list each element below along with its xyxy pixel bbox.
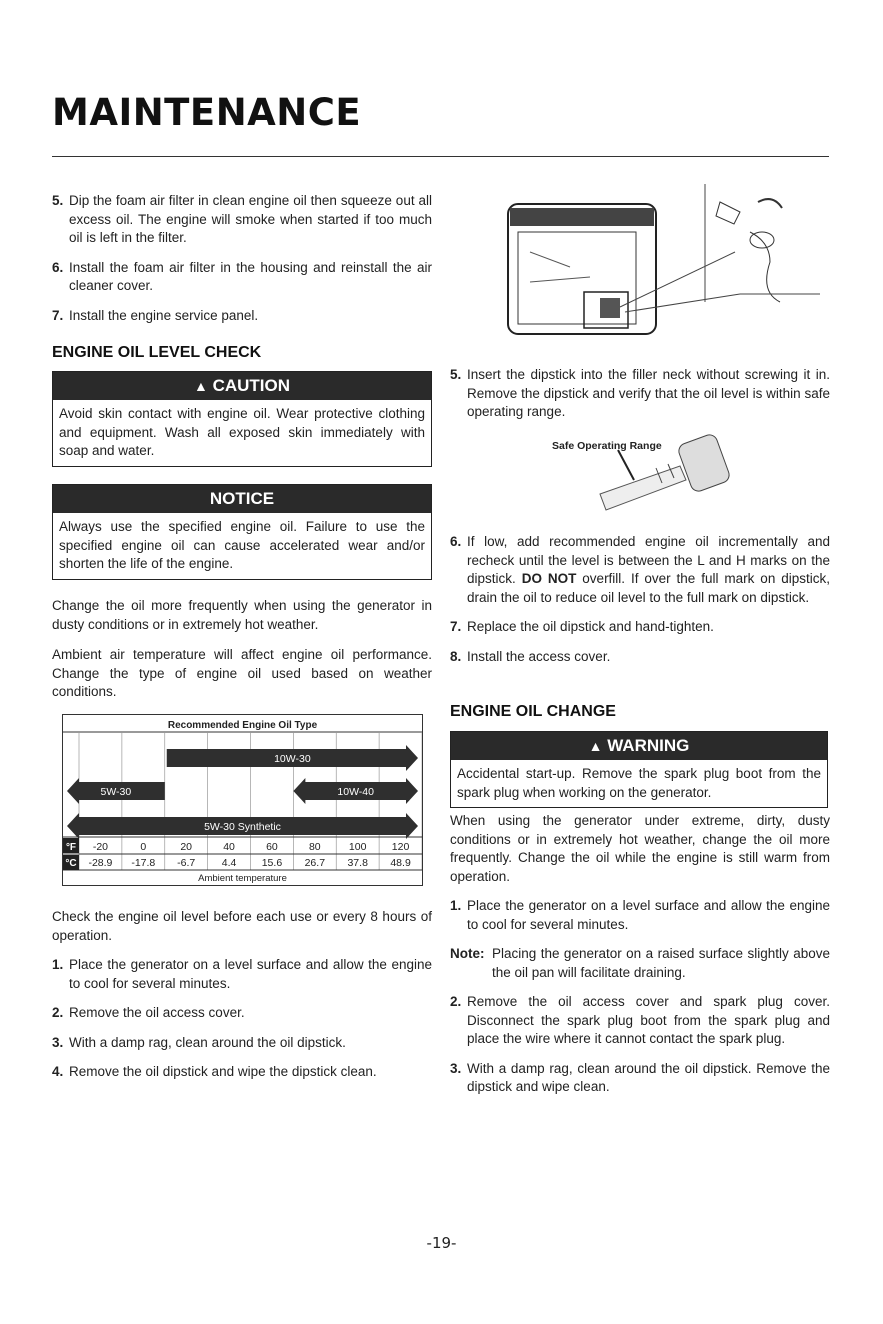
fahrenheit-tick-label: 40 bbox=[223, 841, 235, 853]
step-6-left: 6. Install the foam air filter in the housing and reinstall the air cleaner cover. bbox=[52, 259, 432, 293]
oil-level-heading: ENGINE OIL LEVEL CHECK bbox=[52, 344, 262, 361]
celsius-tick-label: 4.4 bbox=[221, 857, 237, 869]
fahrenheit-unit-label: °F bbox=[65, 842, 77, 853]
paragraph-check: Check the engine oil level before each use or every 8 hours of operation. bbox=[52, 909, 432, 943]
oil-bar-label: 5W-30 bbox=[100, 786, 132, 798]
step-2-left: 2. Remove the oil access cover. bbox=[52, 1005, 245, 1020]
warning-header: ▲ WARNING bbox=[451, 732, 827, 760]
dipstick-illustration bbox=[596, 428, 746, 524]
safe-range-label: Safe Operating Range bbox=[552, 440, 662, 452]
paragraph-ambient: Ambient air temperature will affect engine oil performance. Change the type of engine oil used based on weather conditions. bbox=[52, 647, 432, 699]
oil-type-chart bbox=[62, 714, 423, 886]
oil-change-heading: ENGINE OIL CHANGE bbox=[450, 703, 616, 720]
step-6-right: 6. If low, add recommended engine oil incrementally and recheck until the level is between the L and H marks on the dipstick. DO NOT overfill. If over the full mark on dipstick, drain the oil to reduce oil level to the full mark on dipstick. bbox=[450, 534, 830, 605]
fahrenheit-tick-label: 0 bbox=[140, 841, 147, 853]
step-8-right: 8. Install the access cover. bbox=[450, 648, 611, 664]
step-4-left: 4. Remove the oil dipstick and wipe the dipstick clean. bbox=[52, 1064, 377, 1079]
caution-body: Avoid skin contact with engine oil. Wear protective clothing and equipment. Wash all exposed skin immediately with soap and water. bbox=[59, 406, 425, 458]
fahrenheit-tick-label: 60 bbox=[266, 841, 278, 853]
fahrenheit-tick-label: 120 bbox=[391, 841, 410, 853]
page-title: MAINTENANCE bbox=[52, 91, 362, 134]
left-paragraphs bbox=[52, 597, 432, 714]
title-rule bbox=[52, 156, 829, 157]
right-column-top bbox=[450, 366, 830, 433]
notice-box bbox=[52, 484, 432, 580]
step-7-right: 7. Replace the oil dipstick and hand-tighten. bbox=[450, 619, 714, 634]
left-column-top bbox=[52, 192, 432, 336]
chart-title: Recommended Engine Oil Type bbox=[167, 720, 318, 731]
generator-illustration bbox=[500, 182, 830, 344]
celsius-tick-label: 48.9 bbox=[390, 857, 411, 869]
warning-body: Accidental start-up. Remove the spark plug boot from the spark plug when working on the generator. bbox=[457, 766, 821, 800]
left-column-bottom bbox=[52, 908, 432, 1093]
paragraph-dusty: Change the oil more frequently when using the generator in dusty conditions or in extremely hot weather. bbox=[52, 598, 432, 632]
celsius-tick-label: -17.8 bbox=[131, 857, 156, 869]
oil-bar-label: 10W-30 bbox=[274, 753, 311, 765]
right-column-bottom bbox=[450, 812, 830, 1108]
warning-box bbox=[450, 731, 828, 808]
step-3-right: 3. With a damp rag, clean around the oil dipstick. Remove the dipstick and wipe clean. bbox=[450, 1060, 830, 1094]
warning-triangle-icon: ▲ bbox=[193, 378, 208, 394]
fahrenheit-tick-label: -20 bbox=[92, 841, 109, 853]
oil-bar-label: 10W-40 bbox=[337, 786, 374, 798]
caution-header: ▲ CAUTION bbox=[53, 372, 431, 400]
celsius-tick-label: -28.9 bbox=[88, 857, 113, 869]
notice-body: Always use the specified engine oil. Failure to use the specified engine oil can cause accelerated wear and/or shorten the life of the engine. bbox=[59, 519, 425, 571]
fahrenheit-tick-label: 20 bbox=[180, 841, 193, 853]
celsius-unit-label: °C bbox=[65, 858, 77, 869]
step-7-left: 7. Install the engine service panel. bbox=[52, 307, 259, 323]
celsius-tick-label: 26.7 bbox=[304, 857, 326, 869]
warning-triangle-icon: ▲ bbox=[588, 738, 603, 754]
fahrenheit-tick-label: 100 bbox=[348, 841, 367, 853]
paragraph-extreme: When using the generator under extreme, dirty, dusty conditions or in extremely hot weather, change the oil more frequently. Change the oil while the engine is still warm from operation. bbox=[450, 813, 830, 884]
step-5-right: 5. Insert the dipstick into the filler neck without screwing it in. Remove the dipstick and verify that the oil level is within safe operating range. bbox=[450, 367, 830, 419]
celsius-tick-label: -6.7 bbox=[177, 857, 196, 869]
step-1-left: 1. Place the generator on a level surface and allow the engine to cool for several minutes. bbox=[52, 957, 432, 991]
oil-type-chart-svg bbox=[63, 715, 422, 885]
chart-x-axis-label: Ambient temperature bbox=[198, 873, 287, 884]
oil-bar-label: 5W-30 Synthetic bbox=[204, 821, 281, 833]
step-2-right: 2. Remove the oil access cover and spark plug cover. Disconnect the spark plug boot from the spark plug and place the wire where it cannot contact the spark plug. bbox=[450, 994, 830, 1046]
step-3-left: 3. With a damp rag, clean around the oil dipstick. bbox=[52, 1034, 346, 1050]
note-right: Note: Placing the generator on a raised surface slightly above the oil pan will facilitate draining. bbox=[450, 946, 830, 980]
celsius-tick-label: 15.6 bbox=[261, 857, 283, 869]
step-1-right: 1. Place the generator on a level surface and allow the engine to cool for several minutes. bbox=[450, 898, 830, 932]
step-5-left: 5. Dip the foam air filter in clean engine oil then squeeze out all excess oil. The engine will smoke when started if too much oil is left in the filter. bbox=[52, 193, 432, 245]
notice-header: NOTICE bbox=[53, 485, 431, 513]
page-number: -19- bbox=[426, 1234, 457, 1252]
right-column-mid bbox=[450, 533, 830, 677]
celsius-tick-label: 37.8 bbox=[347, 857, 368, 869]
caution-box bbox=[52, 371, 432, 467]
fahrenheit-tick-label: 80 bbox=[308, 841, 321, 853]
